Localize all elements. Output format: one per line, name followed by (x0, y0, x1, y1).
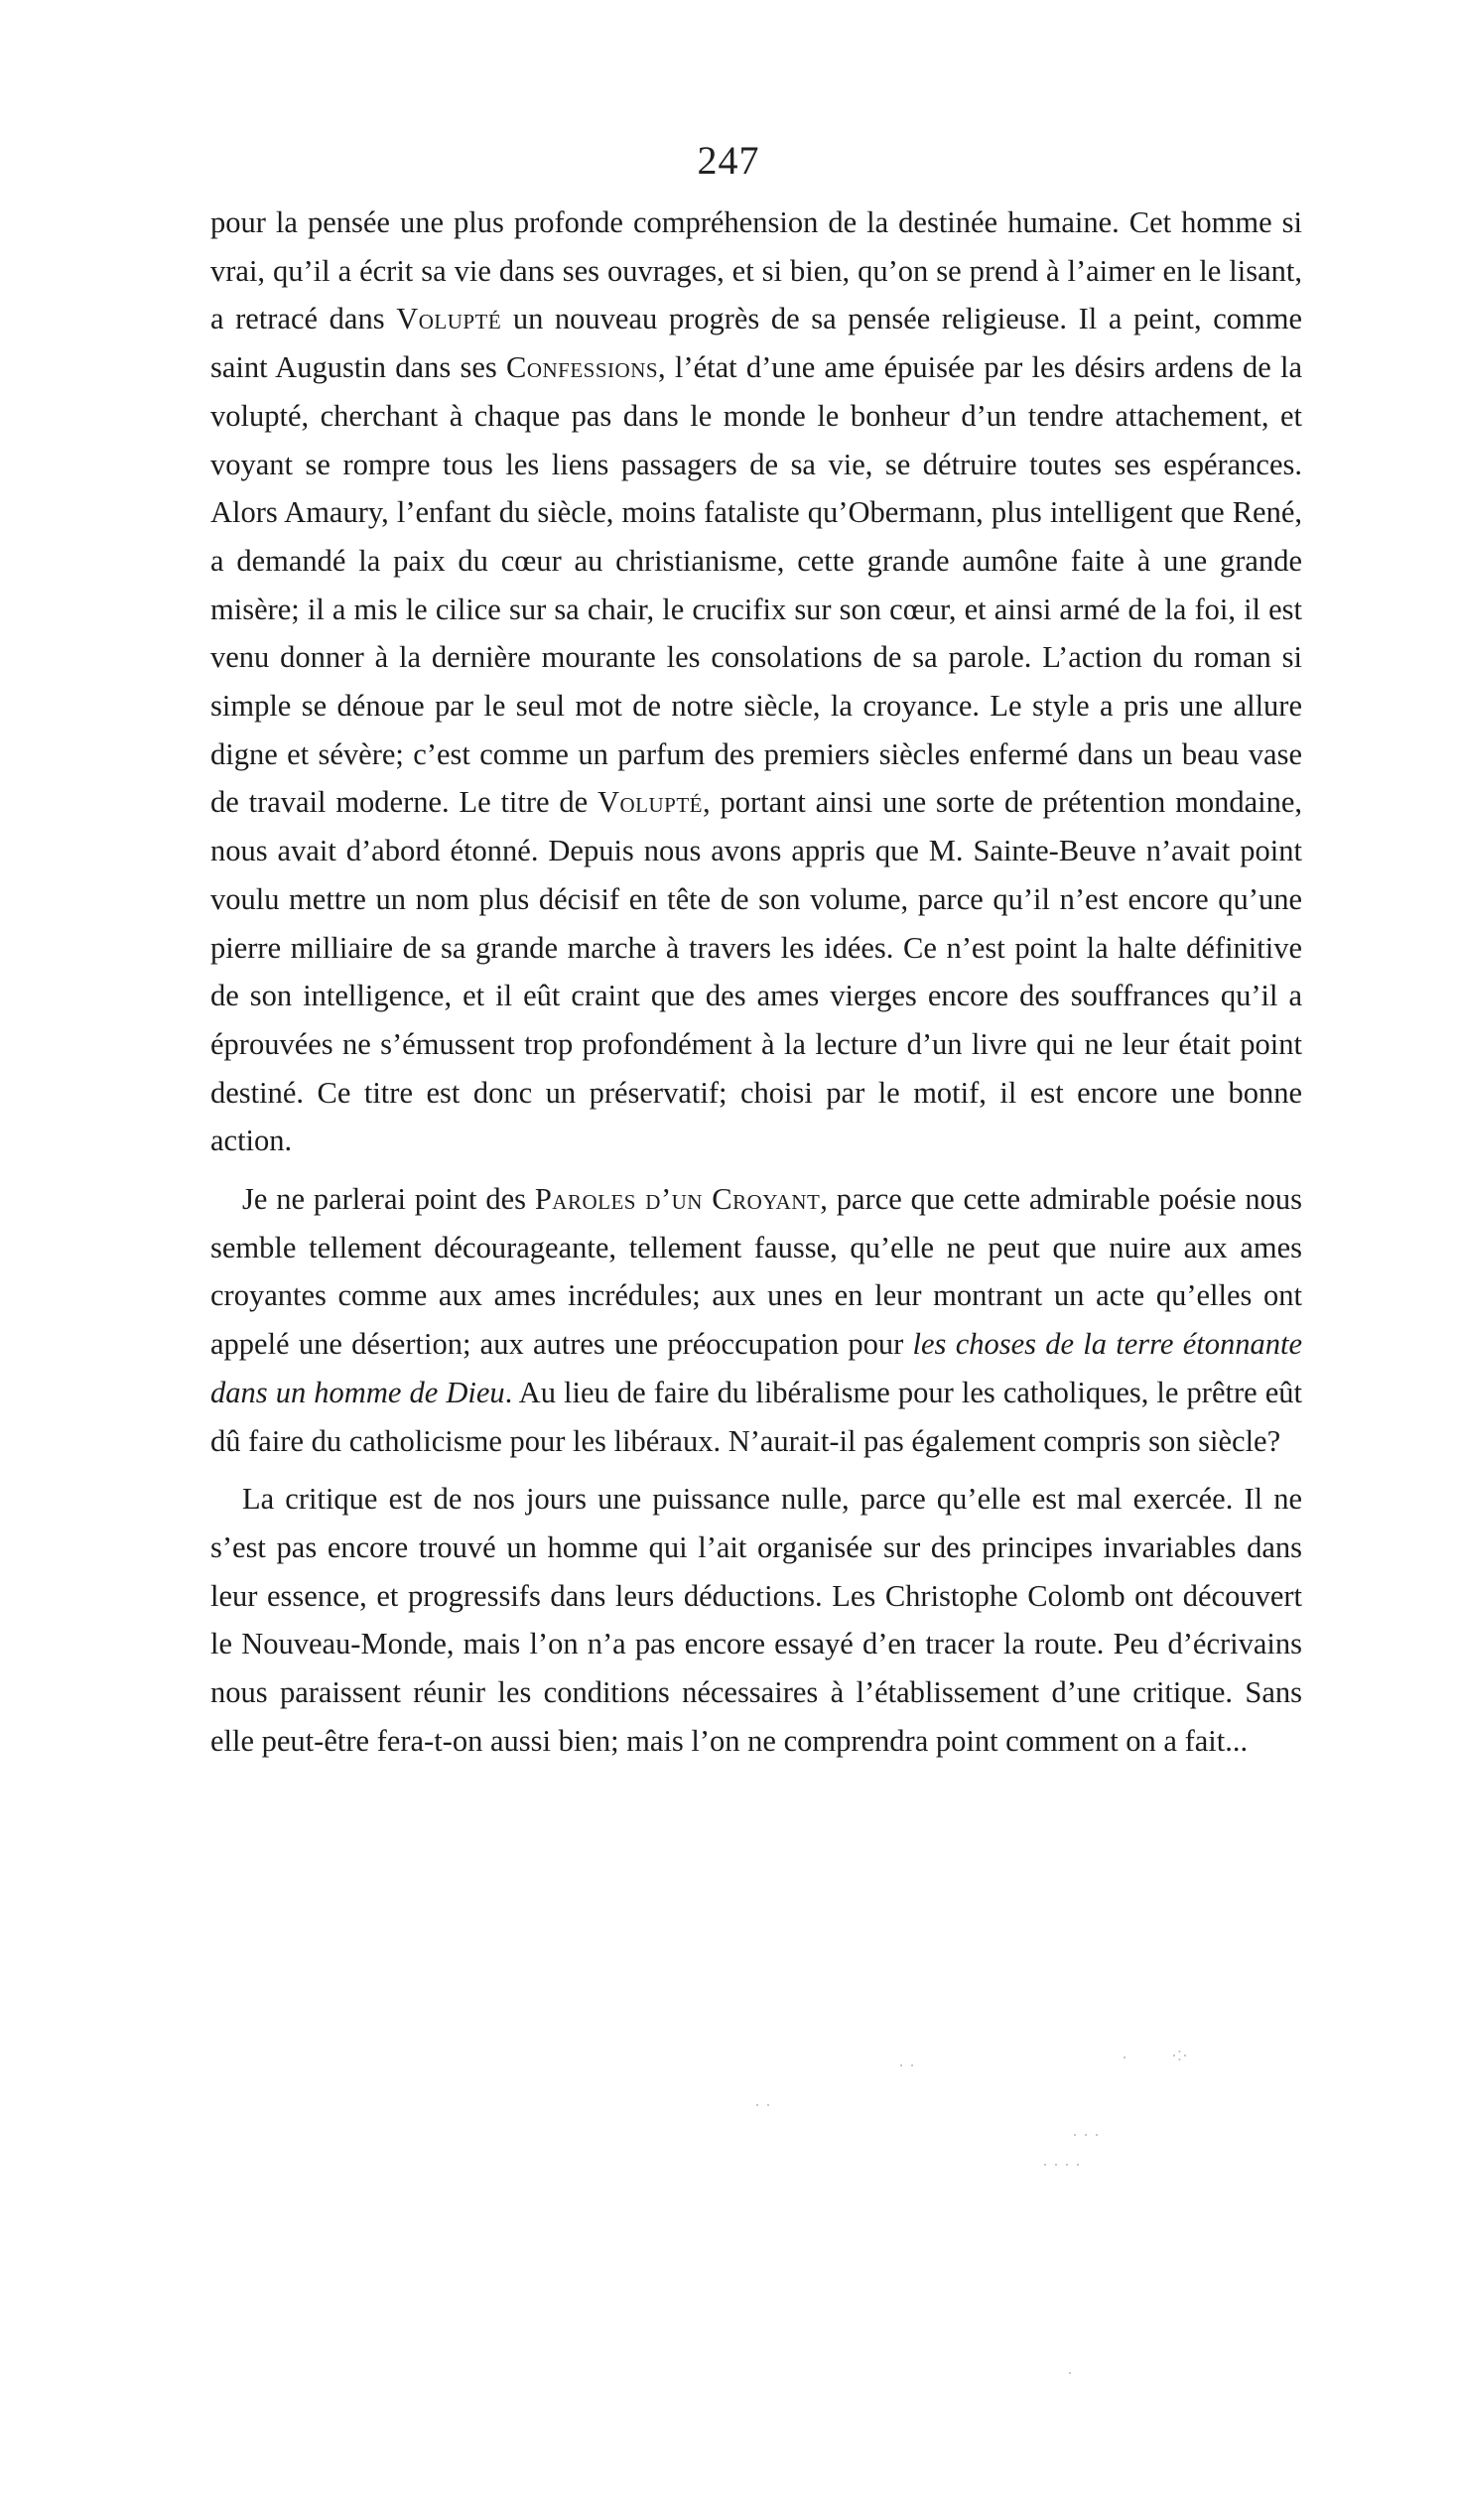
paragraph-3 (210, 1475, 1302, 1765)
scan-speck: · (1122, 2047, 1127, 2066)
page-number: 247 (697, 138, 760, 183)
scan-speck: · · · (1072, 2124, 1100, 2144)
scan-speck: · · · · (1042, 2154, 1081, 2174)
scan-speck: · · (754, 2094, 771, 2114)
title-volupte-second: Volupté (596, 785, 704, 820)
scan-speck: · (1067, 2362, 1073, 2382)
scan-speck: ·:· (1171, 2045, 1188, 2064)
paragraph-1-text-c: , l’état d’une ame épuisée par les désirs ardens de la volupté, cherchant à chaque pas dans le monde le bonheur d’un tendre attachement, et voyant se rompre tous les liens passagers de sa vie, se détruire toutes ses espérances. Alors Amaury, l’enfant du siècle, moins fataliste qu’Obermann, plus intelligent que René, a demandé la paix du cœur au christianisme, cette grande aumône faite à une grande misère; il a mis le cilice sur sa chair, le crucifix sur son cœur, et ainsi armé de la foi, il est venu donner à la dernière mourante les consolations de sa parole. L’action du roman si simple se dénoue par le seul mot de notre siècle, la croyance. Le style a pris une allure digne et sévère; c’est comme un parfum des premiers siècles enfermé dans un beau vase de travail moderne. Le titre de (210, 350, 1303, 820)
body-text (210, 199, 1302, 1776)
title-confessions: Confessions (506, 350, 659, 385)
paragraph-2-text-c: . Au lieu de faire du libéralisme pour les catholiques, le prêtre eût dû faire du catholicisme pour les libéraux. N’aurait-il pas également compris son siècle? (210, 1375, 1302, 1458)
paragraph-2-text-a: Je ne parlerai point des (242, 1182, 535, 1217)
paragraph-1-text-b: un nouveau progrès de sa pensée religieuse. Il a peint, comme saint Augustin dans ses (210, 302, 1302, 385)
title-volupte: Volupté (396, 302, 502, 336)
scan-speck: · · (898, 2055, 915, 2074)
paragraph-1-text-a: pour la pensée une plus profonde compréhension de la destinée humaine. Cet homme si vrai, qu’il a écrit sa vie dans ses ouvrages, et si bien, qu’on se prend à l’aimer en le lisant, a retracé dans (210, 205, 1302, 336)
paragraph-3-text: La critique est de nos jours une puissance nulle, parce qu’elle est mal exercée. Il ne s’est pas encore trouvé un homme qui l’ait organisée sur des principes invariables dans leur essence, et progressifs dans leurs déductions. Les Christophe Colomb ont découvert le Nouveau-Monde, mais l’on n’a pas encore essayé d’en tracer la route. Peu d’écrivains nous paraissent réunir les conditions nécessaires à l’établissement d’une critique. Sans elle peut-être fera-t-on aussi bien; mais l’on ne comprendra point comment on a fait... (210, 1482, 1302, 1758)
title-paroles-croyant: Paroles d’un Croyant (534, 1182, 821, 1217)
paragraph-1 (210, 199, 1302, 1165)
paragraph-2-text-b: , parce que cette admirable poésie nous semble tellement décourageante, tellement fausse, qu’elle ne peut que nuire aux ames croyantes comme aux ames incrédules; aux unes en leur montrant un acte qu’elles ont appelé une désertion; aux autres une préoccupation pour (210, 1182, 1302, 1362)
paragraph-1-text-d: , portant ainsi une sorte de prétention mondaine, nous avait d’abord étonné. Depuis nous avons appris que M. Sainte-Beuve n’avait point voulu mettre un nom plus décisif en tête de son volume, parce qu’il n’est encore qu’une pierre milliaire de sa grande marche à travers les idées. Ce n’est point la halte définitive de son intelligence, et il eût craint que des ames vierges encore des souffrances qu’il a éprouvées ne s’émussent trop profondément à la lecture d’un livre qui ne leur était point destiné. Ce titre est donc un préservatif; choisi par le motif, il est encore une bonne action. (210, 785, 1302, 1158)
paragraph-2-italic: les choses de la terre étonnante dans un homme de Dieu (210, 1327, 1302, 1409)
paragraph-2 (210, 1175, 1302, 1465)
